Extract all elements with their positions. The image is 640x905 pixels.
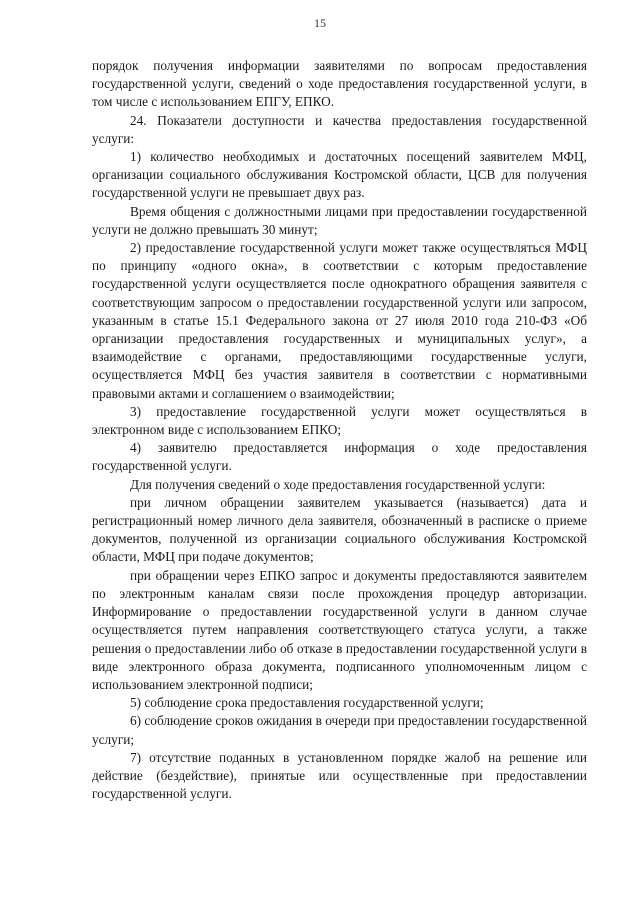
paragraph-status-info: Для получения сведений о ходе предоставления государственной услуги: bbox=[130, 476, 546, 492]
paragraph-item-3: 3) предоставление государственной услуги может осуществляться в электронном виде с использованием ЕПКО; bbox=[92, 403, 587, 438]
document-body bbox=[92, 57, 587, 803]
paragraph-item-6: 6) соблюдение сроков ожидания в очереди при предоставлении государственной услуги; bbox=[92, 713, 587, 747]
paragraph-epko-request: при обращении через ЕПКО запрос и документы предоставляются заявителем по электронным каналам связи после прохождения процедур авторизации. Информирование о предоставлении государственной услуги в данном случае осуществляется путем направления соответствующего статуса услуги, а также решения о предоставлении либо об отказе в предоставлении государственной услуги в виде электронного образа документа, подписанного уполномоченным лицом с использованием электронной подписи; bbox=[92, 567, 587, 692]
paragraph-item-5: 5) соблюдение срока предоставления государственной услуги; bbox=[130, 695, 484, 711]
paragraph-personal-visit: при личном обращении заявителем указывается (называется) дата и регистрационный номер личного дела заявителя, обозначенный в расписке о приеме документов, полученной из организации социального обслуживания Костромской области, МФЦ при подаче документов; bbox=[92, 494, 587, 565]
paragraph-item-2: 2) предоставление государственной услуги может также осуществляться МФЦ по принципу «одного окна», в соответствии с которым предоставление государственной услуги осуществляется после однократного обращения заявителя с соответствующим запросом о предоставлении государственной услуги или запросом, указанным в статье 15.1 Федерального закона от 27 июля 2010 года 210-ФЗ «Об организации предоставления государственных и муниципальных услуг», а взаимодействие с органами, предоставляющими государственные услуги, осуществляется МФЦ без участия заявителя в соответствии с нормативными правовыми актами и соглашением о взаимодействии; bbox=[92, 240, 587, 401]
paragraph-time-limit: Время общения с должностными лицами при предоставлении государственной услуги не должно превышать 30 минут; bbox=[92, 203, 587, 237]
paragraph-item-1: 1) количество необходимых и достаточных посещений заявителем МФЦ, организации социального обслуживания Костромской области, ЦСВ для получения государственной услуги не превышает двух раз. bbox=[92, 149, 587, 201]
paragraph-section-24: 24. Показатели доступности и качества предоставления государственной услуги: bbox=[92, 112, 587, 146]
paragraph-item-7: 7) отсутствие поданных в установленном порядке жалоб на решение или действие (бездействие), принятые или осуществленные при предоставлении государственной услуги. bbox=[92, 749, 587, 802]
paragraph-item-4: 4) заявителю предоставляется информация о ходе предоставления государственной услуги. bbox=[92, 440, 587, 474]
paragraph-continuation: порядок получения информации заявителями по вопросам предоставления государственной услуги, сведений о ходе предоставления государственной услуги, в том числе с использованием ЕПГУ, ЕПКО. bbox=[92, 58, 587, 110]
page-number: 15 bbox=[314, 16, 326, 30]
